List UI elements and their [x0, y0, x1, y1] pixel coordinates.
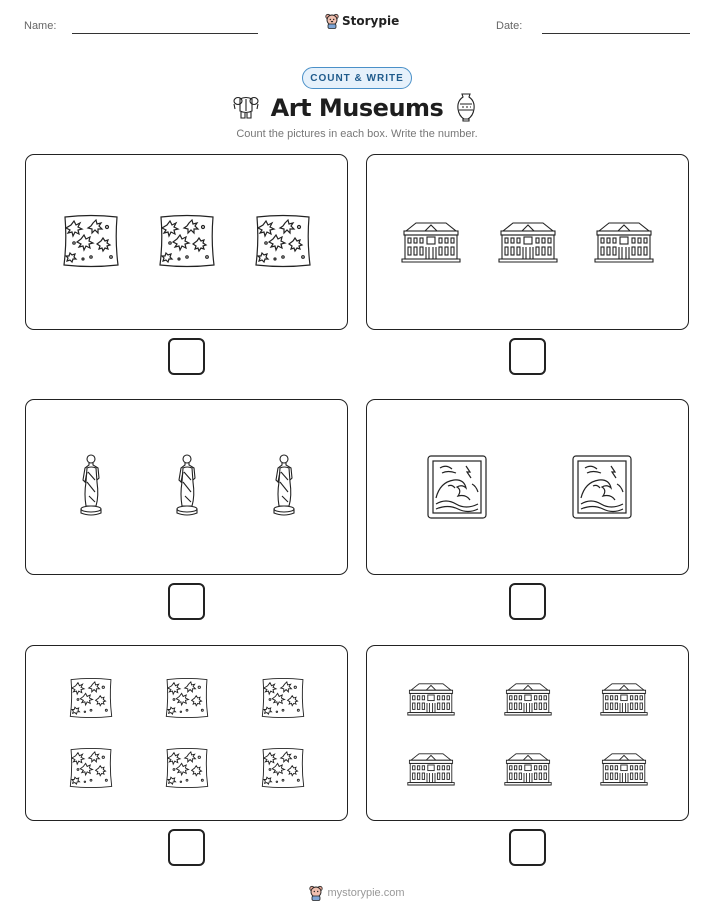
framed-wave-painting-icon: [426, 454, 488, 520]
activity-badge: [302, 67, 412, 89]
abstract-painting-icon: [253, 213, 313, 269]
statue-icon: [76, 452, 106, 520]
bear-mascot-icon: [309, 885, 323, 901]
abstract-painting-icon: [61, 213, 121, 269]
answer-box-2[interactable]: [509, 338, 546, 375]
museum-building-icon: [498, 221, 558, 263]
museum-building-icon: [401, 221, 461, 263]
answer-box-5[interactable]: [168, 829, 205, 866]
museum-building-icon: [407, 752, 455, 786]
count-panel-2: [366, 154, 689, 330]
count-panel-1: [25, 154, 348, 330]
title-row: [0, 91, 714, 125]
answer-box-4[interactable]: [509, 583, 546, 620]
statue-icon: [269, 452, 299, 520]
date-label: Date:: [496, 20, 523, 32]
abstract-painting-icon: [164, 746, 210, 790]
abstract-painting-icon: [68, 746, 114, 790]
answer-box-3[interactable]: [168, 583, 205, 620]
answer-box-1[interactable]: [168, 338, 205, 375]
activity-badge-label: COUNT & WRITE: [310, 72, 404, 84]
page-title: Art Museums: [270, 94, 444, 122]
brand-name: Storypie: [342, 14, 400, 28]
abstract-painting-icon: [260, 676, 306, 720]
abstract-painting-icon: [260, 746, 306, 790]
count-panel-5: [25, 645, 348, 821]
abstract-painting-icon: [164, 676, 210, 720]
answer-box-6[interactable]: [509, 829, 546, 866]
name-field[interactable]: [72, 33, 258, 34]
date-field[interactable]: [542, 33, 690, 34]
name-label: Name:: [24, 20, 57, 32]
bear-mascot-icon: [325, 13, 339, 29]
count-panel-3: [25, 399, 348, 575]
footer-url: mystorypie.com: [327, 887, 405, 899]
instructions: Count the pictures in each box. Write the number.: [236, 128, 478, 140]
brand-logo: [325, 13, 399, 29]
museum-building-icon: [594, 221, 654, 263]
vase-icon: [455, 92, 477, 122]
worksheet-header: [0, 0, 714, 50]
count-panel-4: [366, 399, 689, 575]
footer: [0, 885, 714, 901]
museum-building-icon: [504, 752, 552, 786]
museum-building-icon: [407, 682, 455, 716]
count-panel-6: [366, 645, 689, 821]
museum-building-icon: [600, 752, 648, 786]
framed-wave-painting-icon: [571, 454, 633, 520]
museum-building-icon: [504, 682, 552, 716]
statue-icon: [172, 452, 202, 520]
museum-building-icon: [600, 682, 648, 716]
abstract-painting-icon: [157, 213, 217, 269]
abstract-painting-icon: [68, 676, 114, 720]
